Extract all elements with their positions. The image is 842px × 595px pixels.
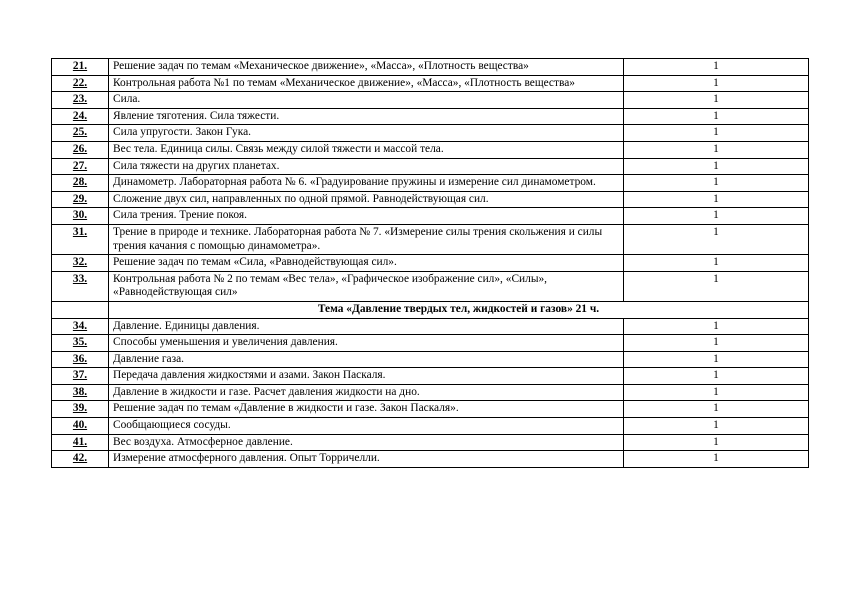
lesson-hours: 1 [624, 401, 809, 418]
lesson-topic: Сложение двух сил, направленных по одной прямой. Равнодействующая сил. [109, 191, 624, 208]
lesson-topic: Сила упругости. Закон Гука. [109, 125, 624, 142]
lesson-topic: Вес тела. Единица силы. Связь между силой тяжести и массой тела. [109, 141, 624, 158]
lesson-hours: 1 [624, 75, 809, 92]
table-row [52, 224, 809, 254]
lesson-hours: 1 [624, 208, 809, 225]
lesson-number: 21. [52, 59, 109, 76]
table-row [52, 351, 809, 368]
lesson-number: 35. [52, 335, 109, 352]
table-row [52, 384, 809, 401]
table-row [52, 208, 809, 225]
lesson-hours: 1 [624, 108, 809, 125]
lesson-topic: Давление в жидкости и газе. Расчет давления жидкости на дно. [109, 384, 624, 401]
lesson-topic: Контрольная работа №1 по темам «Механическое движение», «Масса», «Плотность вещества» [109, 75, 624, 92]
lesson-topic: Явление тяготения. Сила тяжести. [109, 108, 624, 125]
lessons-before-group [52, 59, 809, 302]
lesson-topic: Измерение атмосферного давления. Опыт Торричелли. [109, 451, 624, 468]
lesson-topic: Давление. Единицы давления. [109, 318, 624, 335]
lesson-hours: 1 [624, 368, 809, 385]
table-row [52, 401, 809, 418]
table-row [52, 158, 809, 175]
lesson-hours: 1 [624, 141, 809, 158]
lesson-topic: Давление газа. [109, 351, 624, 368]
section-number-cell [52, 301, 109, 318]
lesson-number: 29. [52, 191, 109, 208]
lesson-topic: Способы уменьшения и увеличения давления. [109, 335, 624, 352]
lesson-number: 25. [52, 125, 109, 142]
lesson-topic: Сила тяжести на других планетах. [109, 158, 624, 175]
lesson-topic: Динамометр. Лабораторная работа № 6. «Градуирование пружины и измерение сил динамометром. [109, 175, 624, 192]
section-header-row [52, 301, 809, 318]
lesson-hours: 1 [624, 158, 809, 175]
lesson-number: 38. [52, 384, 109, 401]
lesson-hours: 1 [624, 271, 809, 301]
table-row [52, 318, 809, 335]
lesson-hours: 1 [624, 434, 809, 451]
table-row [52, 434, 809, 451]
table-row [52, 75, 809, 92]
lesson-number: 22. [52, 75, 109, 92]
lesson-number: 31. [52, 224, 109, 254]
table-row [52, 335, 809, 352]
lesson-hours: 1 [624, 335, 809, 352]
section-group [52, 301, 809, 318]
lesson-topic: Вес воздуха. Атмосферное давление. [109, 434, 624, 451]
lesson-number: 33. [52, 271, 109, 301]
lesson-hours: 1 [624, 191, 809, 208]
lesson-hours: 1 [624, 224, 809, 254]
section-title: Тема «Давление твердых тел, жидкостей и газов» 21 ч. [109, 301, 809, 318]
table-row [52, 92, 809, 109]
lesson-number: 30. [52, 208, 109, 225]
table-row [52, 271, 809, 301]
table-row [52, 255, 809, 272]
lesson-hours: 1 [624, 418, 809, 435]
lesson-topic: Контрольная работа № 2 по темам «Вес тела», «Графическое изображение сил», «Силы», «Равнодействующая сил» [109, 271, 624, 301]
lesson-hours: 1 [624, 351, 809, 368]
lesson-number: 40. [52, 418, 109, 435]
lesson-hours: 1 [624, 451, 809, 468]
lesson-topic: Сила трения. Трение покоя. [109, 208, 624, 225]
lesson-hours: 1 [624, 175, 809, 192]
lesson-number: 42. [52, 451, 109, 468]
lesson-hours: 1 [624, 92, 809, 109]
lesson-topic: Передача давления жидкостями и азами. Закон Паскаля. [109, 368, 624, 385]
lesson-hours: 1 [624, 59, 809, 76]
lesson-number: 36. [52, 351, 109, 368]
table-row [52, 108, 809, 125]
lessons-after-group [52, 318, 809, 467]
table-row [52, 175, 809, 192]
table-row [52, 191, 809, 208]
lesson-number: 24. [52, 108, 109, 125]
lesson-number: 27. [52, 158, 109, 175]
lesson-topic: Решение задач по темам «Сила, «Равнодействующая сил». [109, 255, 624, 272]
lesson-topic: Сила. [109, 92, 624, 109]
lesson-topic: Решение задач по темам «Механическое движение», «Масса», «Плотность вещества» [109, 59, 624, 76]
table-row [52, 125, 809, 142]
lesson-topic: Решение задач по темам «Давление в жидкости и газе. Закон Паскаля». [109, 401, 624, 418]
lesson-hours: 1 [624, 125, 809, 142]
lesson-number: 32. [52, 255, 109, 272]
lesson-plan-table [51, 58, 809, 468]
table-row [52, 451, 809, 468]
lesson-hours: 1 [624, 318, 809, 335]
lesson-hours: 1 [624, 255, 809, 272]
table-row [52, 141, 809, 158]
table-row [52, 368, 809, 385]
lesson-topic: Трение в природе и технике. Лабораторная работа № 7. «Измерение силы трения скольжения и силы трения качания с помощью динамометра». [109, 224, 624, 254]
table-row [52, 418, 809, 435]
lesson-number: 28. [52, 175, 109, 192]
lesson-number: 34. [52, 318, 109, 335]
lesson-hours: 1 [624, 384, 809, 401]
lesson-number: 26. [52, 141, 109, 158]
lesson-topic: Сообщающиеся сосуды. [109, 418, 624, 435]
lesson-number: 41. [52, 434, 109, 451]
lesson-number: 23. [52, 92, 109, 109]
table-row [52, 59, 809, 76]
lesson-number: 37. [52, 368, 109, 385]
lesson-number: 39. [52, 401, 109, 418]
